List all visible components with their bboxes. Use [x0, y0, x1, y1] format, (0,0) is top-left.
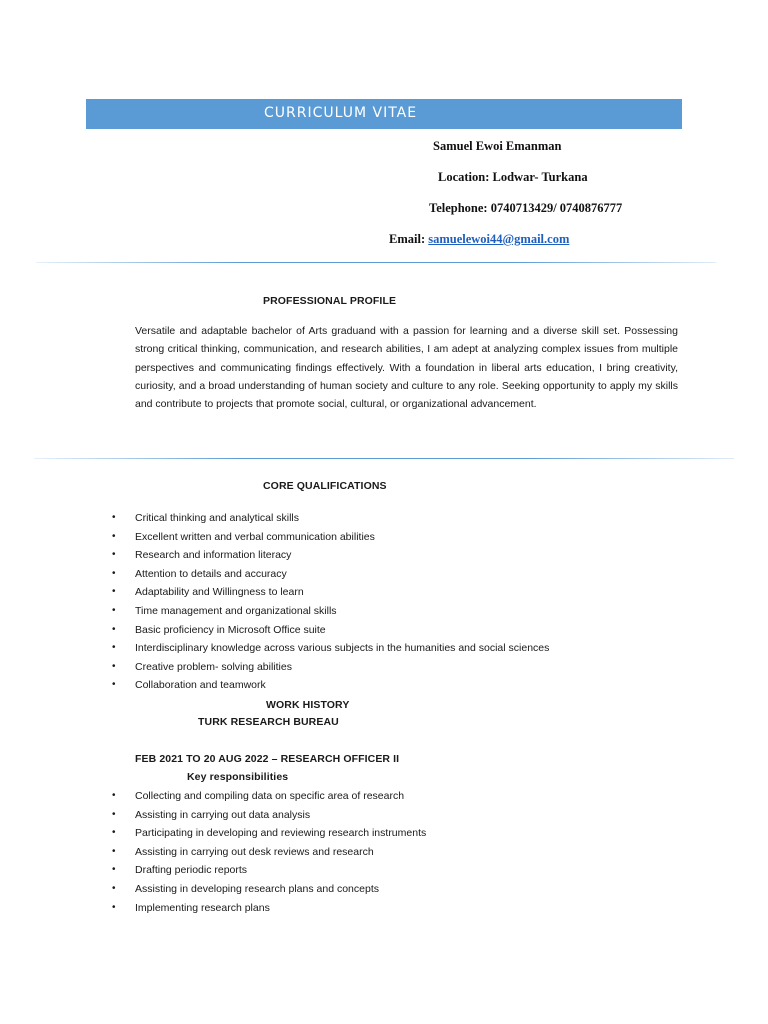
list-item	[110, 546, 549, 565]
cv-title-banner	[86, 99, 682, 129]
bullet-icon: •	[112, 623, 116, 635]
list-item	[110, 861, 426, 880]
list-item-text: Assisting in carrying out data analysis	[135, 808, 311, 821]
qualifications-heading: CORE QUALIFICATIONS	[263, 480, 387, 492]
list-item	[110, 899, 426, 918]
bullet-icon: •	[112, 660, 116, 672]
list-item	[110, 621, 549, 640]
list-item	[110, 509, 549, 528]
profile-text: Versatile and adaptable bachelor of Arts graduand with a passion for learning and a diverse skill set. Possessing strong critical thinking, communication, and research abilities, I am adept at analyzing complex issues from multiple perspectives and communicating findings effectively. With a foundation in liberal arts education, I bring creativity, curiosity, and a broad understanding of human society and culture to any role. Seeking opportunity to apply my skills and contribute to projects that promote social, cultural, or organizational advancement.	[135, 325, 678, 411]
bullet-icon: •	[112, 808, 116, 820]
divider-line	[36, 262, 716, 263]
list-item	[110, 787, 426, 806]
list-item-text: Adaptability and Willingness to learn	[135, 586, 304, 599]
contact-telephone: Telephone: 0740713429/ 0740876777	[429, 201, 623, 215]
contact-email-line	[389, 232, 569, 247]
list-item	[110, 676, 549, 695]
list-item-text: Implementing research plans	[135, 901, 270, 914]
list-item-text: Drafting periodic reports	[135, 864, 248, 877]
bullet-icon: •	[112, 901, 116, 913]
position-title: FEB 2021 TO 20 AUG 2022 – RESEARCH OFFICER II	[135, 753, 400, 765]
list-item	[110, 824, 426, 843]
list-item-text: Assisting in carrying out desk reviews and research	[135, 845, 374, 858]
contact-name: Samuel Ewoi Emanman	[433, 139, 562, 153]
list-item	[110, 583, 549, 602]
work-history-heading: WORK HISTORY	[266, 699, 350, 711]
email-link[interactable]: samuelewoi44@gmail.com	[428, 232, 570, 246]
bullet-icon: •	[112, 549, 116, 561]
list-item-text: Time management and organizational skills	[135, 604, 337, 617]
list-item	[110, 639, 549, 658]
bullet-icon: •	[112, 827, 116, 839]
cv-title: CURRICULUM VITAE	[264, 105, 418, 121]
profile-heading: PROFESSIONAL PROFILE	[263, 295, 397, 307]
list-item-text: Excellent written and verbal communication abilities	[135, 530, 375, 543]
responsibilities-heading: Key responsibilities	[187, 771, 289, 783]
list-item-text: Research and information literacy	[135, 549, 292, 562]
contact-location: Location: Lodwar- Turkana	[438, 170, 588, 184]
qualifications-list	[110, 509, 549, 695]
list-item-text: Assisting in developing research plans and concepts	[135, 882, 379, 895]
list-item	[110, 843, 426, 862]
list-item-text: Interdisciplinary knowledge across various subjects in the humanities and social sciences	[135, 642, 550, 655]
list-item-text: Attention to details and accuracy	[135, 567, 287, 580]
bullet-icon: •	[112, 512, 116, 523]
email-label: Email:	[389, 232, 426, 246]
divider-line	[34, 458, 734, 459]
list-item	[110, 658, 549, 677]
bullet-icon: •	[112, 530, 116, 542]
list-item-text: Critical thinking and analytical skills	[135, 512, 299, 524]
list-item-text: Collaboration and teamwork	[135, 679, 266, 692]
employer-name: TURK RESEARCH BUREAU	[198, 716, 339, 728]
list-item	[110, 880, 426, 899]
bullet-icon: •	[112, 586, 116, 598]
list-item	[110, 528, 549, 547]
bullet-icon: •	[112, 882, 116, 894]
bullet-icon: •	[112, 567, 116, 579]
bullet-icon: •	[112, 642, 116, 654]
list-item-text: Creative problem- solving abilities	[135, 660, 292, 673]
list-item	[110, 806, 426, 825]
bullet-icon: •	[112, 679, 116, 691]
list-item	[110, 602, 549, 621]
bullet-icon: •	[112, 790, 116, 801]
bullet-icon: •	[112, 845, 116, 857]
bullet-icon: •	[112, 864, 116, 876]
list-item	[110, 565, 549, 584]
list-item-text: Basic proficiency in Microsoft Office suite	[135, 623, 326, 636]
bullet-icon: •	[112, 604, 116, 616]
responsibilities-list	[110, 787, 426, 917]
list-item-text: Participating in developing and reviewing research instruments	[135, 827, 427, 840]
list-item-text: Collecting and compiling data on specific area of research	[135, 790, 405, 802]
